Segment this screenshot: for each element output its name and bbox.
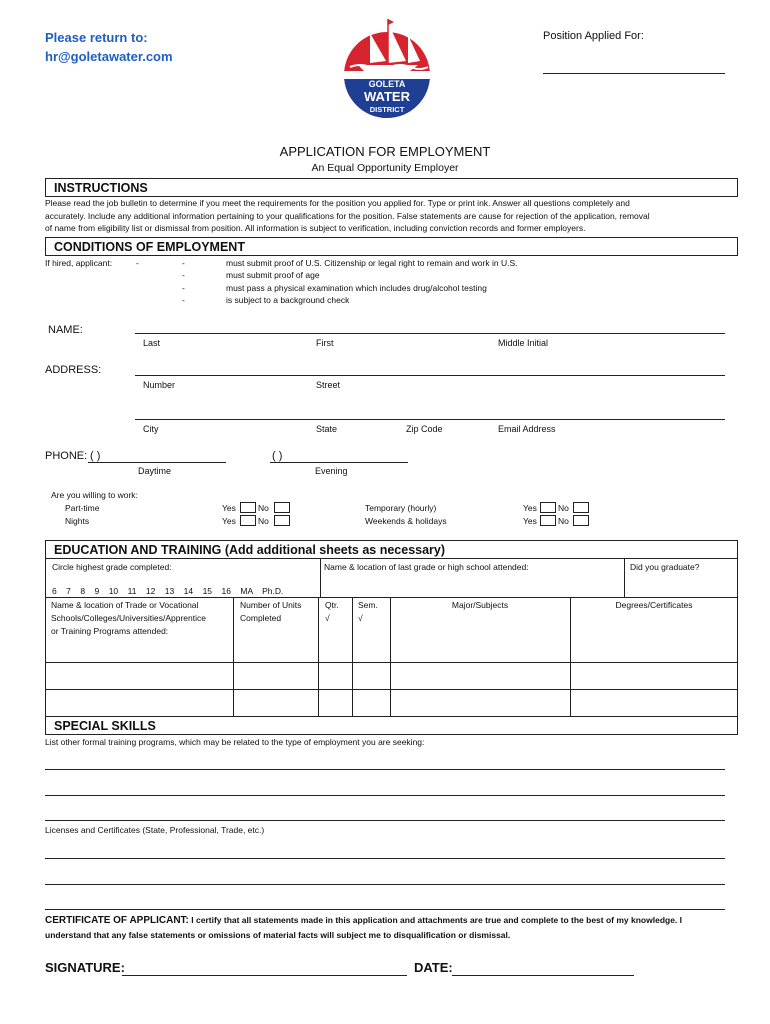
nights-yes-label: Yes — [222, 516, 236, 526]
trade-label: Name & location of Trade or Vocational — [51, 600, 199, 610]
training-line-1[interactable] — [45, 769, 725, 770]
instructions-heading: INSTRUCTIONS — [45, 178, 738, 197]
phone-label: PHONE: — [45, 450, 88, 462]
education-row-line[interactable] — [45, 662, 738, 663]
date-field[interactable] — [452, 975, 634, 976]
conditions-dash: - — [182, 270, 185, 280]
temporary-yes-checkbox[interactable] — [540, 502, 556, 513]
nights-no-checkbox[interactable] — [274, 515, 290, 526]
weekends-no-label: No — [558, 516, 569, 526]
return-to-label: Please return to: — [45, 30, 148, 45]
licenses-label: Licenses and Certificates (State, Professional, Trade, etc.) — [45, 825, 265, 835]
education-divider — [390, 597, 391, 717]
address-line-2-field[interactable] — [135, 419, 725, 420]
logo-icon — [340, 15, 435, 120]
qtr-check: √ — [325, 613, 330, 623]
units-label: Completed — [240, 613, 282, 623]
name-label: NAME: — [48, 324, 83, 336]
address-email-caption: Email Address — [498, 424, 556, 434]
part-time-no-checkbox[interactable] — [274, 502, 290, 513]
conditions-lead: If hired, applicant: — [45, 258, 113, 268]
trade-label: Schools/Colleges/Universities/Apprentice — [51, 613, 206, 623]
education-row-line[interactable] — [45, 689, 738, 690]
instructions-line-2: accurately. Include any additional information pertaining to your qualifications for the position. False statements are cause for rejection of the application, removal — [45, 211, 650, 221]
address-number-caption: Number — [143, 380, 176, 390]
training-line-3[interactable] — [45, 820, 725, 821]
name-middle-caption: Middle Initial — [498, 338, 549, 348]
licenses-line-2[interactable] — [45, 884, 725, 885]
qtr-label: Qtr. — [325, 600, 339, 610]
condition-item: must pass a physical examination which includes drug/alcohol testing — [226, 283, 487, 293]
instructions-line-1: Please read the job bulletin to determine if you meet the requirements for the position you applied for. Type or print ink. Answer all questions completely and — [45, 198, 630, 208]
phone-evening-area: ( ) — [272, 450, 283, 462]
address-label: ADDRESS: — [45, 364, 102, 376]
phone-daytime-field[interactable] — [88, 462, 226, 463]
education-divider — [233, 597, 234, 717]
address-line-1-field[interactable] — [135, 375, 725, 376]
position-applied-label: Position Applied For: — [543, 30, 644, 42]
willing-question: Are you willing to work: — [51, 490, 138, 500]
temporary-yes-label: Yes — [523, 503, 537, 513]
willing-temporary: Temporary (hourly) — [365, 503, 437, 513]
instructions-line-3: of name from eligibility list or dismissal from position. All information is subject to verification, including conviction records and former employers. — [45, 223, 586, 233]
certificate-text-1: I certify that all statements made in this application and attachments are true and complete to the best of my knowledge. I — [191, 915, 683, 925]
conditions-dash: - — [182, 283, 185, 293]
units-label: Number of Units — [240, 600, 302, 610]
name-first-caption: First — [316, 338, 334, 348]
goleta-water-logo — [340, 15, 435, 120]
phone-evening-field[interactable] — [270, 462, 408, 463]
education-row-line — [45, 597, 738, 598]
conditions-dash: - — [182, 258, 185, 268]
conditions-heading: CONDITIONS OF EMPLOYMENT — [45, 237, 738, 256]
sem-check: √ — [358, 613, 363, 623]
sem-label: Sem. — [358, 600, 378, 610]
address-street-caption: Street — [316, 380, 341, 390]
weekends-yes-label: Yes — [523, 516, 537, 526]
address-state-caption: State — [316, 424, 338, 434]
form-subtitle: An Equal Opportunity Employer — [311, 162, 459, 174]
svg-text:DISTRICT: DISTRICT — [369, 105, 405, 114]
grade-options[interactable]: 6 7 8 9 10 11 12 13 14 15 16 MA Ph.D. — [52, 586, 284, 596]
training-line-2[interactable] — [45, 795, 725, 796]
last-school-label: Name & location of last grade or high school attended: — [324, 562, 529, 572]
major-label: Major/Subjects — [451, 600, 509, 610]
date-label: DATE: — [414, 960, 453, 975]
name-last-caption: Last — [143, 338, 161, 348]
certificate-label: CERTIFICATE OF APPLICANT: — [45, 915, 189, 926]
willing-part-time: Part-time — [65, 503, 100, 513]
phone-daytime-caption: Daytime — [138, 466, 172, 476]
condition-item: must submit proof of U.S. Citizenship or legal right to remain and work in U.S. — [226, 258, 518, 268]
conditions-dash: - — [182, 295, 185, 305]
weekends-no-checkbox[interactable] — [573, 515, 589, 526]
signature-label: SIGNATURE: — [45, 960, 125, 975]
certificate-text-2: understand that any false statements or omissions of material facts will subject me to disqualification or dismissal. — [45, 930, 511, 940]
conditions-dash-lead: - — [136, 258, 139, 268]
skills-heading: SPECIAL SKILLS — [45, 716, 738, 735]
temporary-no-checkbox[interactable] — [573, 502, 589, 513]
degrees-label: Degrees/Certificates — [615, 600, 693, 610]
weekends-yes-checkbox[interactable] — [540, 515, 556, 526]
nights-no-label: No — [258, 516, 269, 526]
phone-daytime-area: ( ) — [90, 450, 101, 462]
part-time-no-label: No — [258, 503, 269, 513]
condition-item: must submit proof of age — [226, 270, 320, 280]
certificate-block — [45, 913, 735, 943]
nights-yes-checkbox[interactable] — [240, 515, 256, 526]
licenses-line-1[interactable] — [45, 858, 725, 859]
willing-nights: Nights — [65, 516, 90, 526]
education-divider — [570, 597, 571, 717]
signature-field[interactable] — [122, 975, 407, 976]
condition-item: is subject to a background check — [226, 295, 350, 305]
education-table — [45, 559, 738, 717]
circle-grade-label: Circle highest grade completed: — [52, 562, 172, 572]
position-applied-field[interactable] — [543, 73, 725, 74]
education-divider — [624, 559, 625, 597]
svg-text:GOLETA: GOLETA — [368, 79, 406, 89]
part-time-yes-label: Yes — [222, 503, 236, 513]
education-heading: EDUCATION AND TRAINING (Add additional sheets as necessary) — [45, 540, 738, 559]
trade-label: or Training Programs attended: — [51, 626, 169, 636]
return-email[interactable]: hr@goletawater.com — [45, 49, 173, 64]
svg-text:WATER: WATER — [364, 89, 410, 104]
education-divider — [352, 597, 353, 717]
address-city-caption: City — [143, 424, 159, 434]
willing-weekends: Weekends & holidays — [365, 516, 447, 526]
address-zip-caption: Zip Code — [406, 424, 443, 434]
part-time-yes-checkbox[interactable] — [240, 502, 256, 513]
training-label: List other formal training programs, which may be related to the type of employment you are seeking: — [45, 737, 425, 747]
education-divider — [318, 597, 319, 717]
graduate-label: Did you graduate? — [630, 562, 700, 572]
education-divider — [320, 559, 321, 597]
temporary-no-label: No — [558, 503, 569, 513]
form-title: APPLICATION FOR EMPLOYMENT — [279, 144, 491, 159]
name-field[interactable] — [135, 333, 725, 334]
phone-evening-caption: Evening — [315, 466, 348, 476]
licenses-line-3[interactable] — [45, 909, 725, 910]
